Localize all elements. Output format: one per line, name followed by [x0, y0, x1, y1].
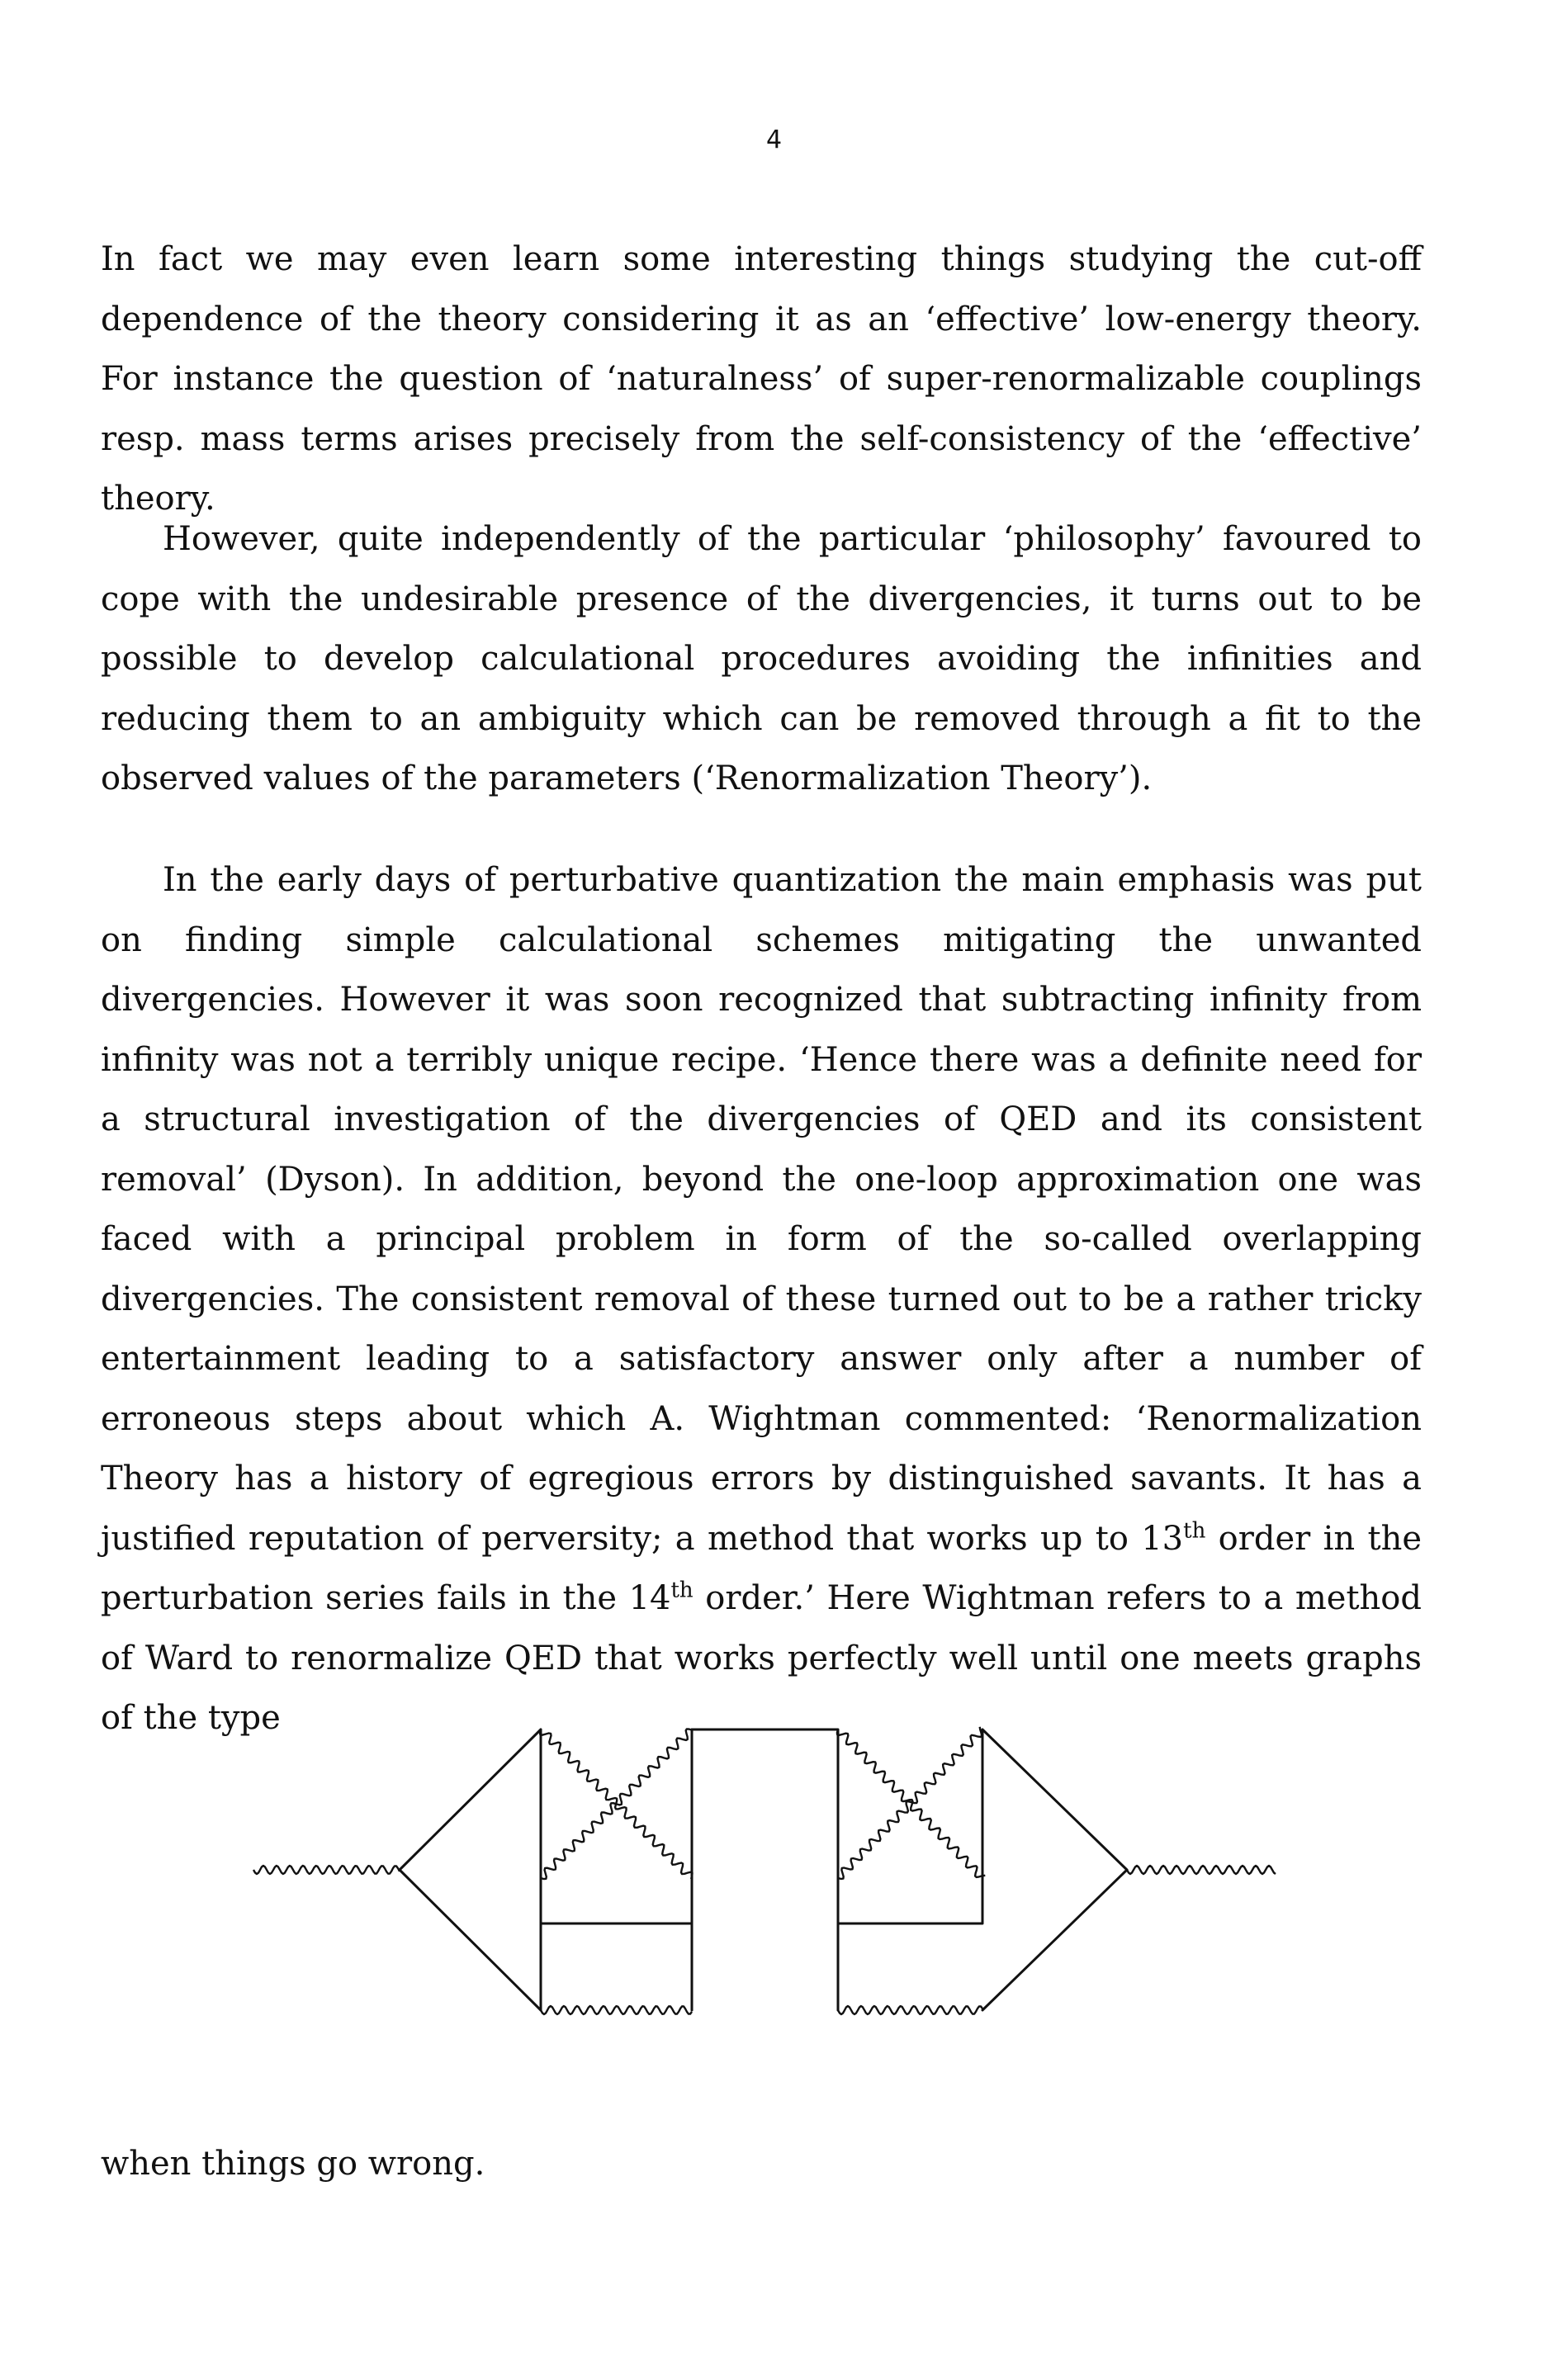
paragraph-renormalization-theory: However, quite independently of the particular ‘philosophy’ favoured to cope with the undesirable presence of the divergencies, it turns out to be possible to develop calculational procedures avoiding the infinities and reducing them to an ambiguity which can be removed through a fit to the observed values of the parameters (‘Renormalization Theory’). [101, 520, 1422, 797]
fermion-line-left-triangle [400, 1729, 541, 2010]
paragraph-effective-theory: In fact we may even learn some interesting things studying the cut-off dependence of the theory considering it as an ‘effective’ low-energy theory. For instance the question of ‘naturalness’ of super-renormalizable couplings resp. mass terms arises precisely from the self-consistency of the ‘effective’ theory. [101, 240, 1422, 518]
ordinal-suffix-14: th [670, 1578, 694, 1603]
page-number: 4 [765, 125, 783, 154]
paragraph-conclusion: when things go wrong. [101, 2145, 485, 2183]
photon-external-left [253, 1866, 400, 1874]
feynman-diagram-overlapping-divergence [0, 1701, 1548, 2097]
ordinal-suffix-13: th [1183, 1518, 1206, 1544]
photon-bottom-left [541, 2006, 692, 2014]
fermion-line-left-box [541, 1729, 692, 2010]
photon-external-right [1127, 1866, 1276, 1874]
fermion-line-central-box [692, 1729, 838, 2010]
paragraph-history [101, 850, 1422, 1748]
paragraph-history-text-1: In the early days of perturbative quantization the main emphasis was put on finding simple calculational schemes mitigating the unwanted divergencies. However it was soon recognized that subtracting infinity from infinity was not a terribly unique recipe. ‘Hence there was a definite need for a structural investigation of the divergencies of QED and its consistent removal’ (Dyson). In addition, beyond the one-loop approximation one was faced with a principal problem in form of the so-called overlapping divergencies. The consistent removal of these turned out to be a rather tricky entertainment leading to a satisfactory answer only after a number of erroneous steps about which A. Wightman commented: ‘Renormalization Theory has a history of egregious errors by distinguished savants. It has a justified reputation of perversity; a method that works up to 13 [101, 861, 1422, 1558]
photon-left-cross-b [541, 1729, 693, 1879]
photon-right-cross-b [838, 1727, 982, 1879]
paragraph-history-text-3: order.’ Here Wightman refers to a method of Ward to renormalize QED that works perfectly well until one meets graphs of the type [101, 1579, 1422, 1737]
photon-bottom-right [838, 2006, 982, 2014]
paragraph-history-text-2: order in the perturbation series fails in the 14 [101, 1519, 1423, 1617]
